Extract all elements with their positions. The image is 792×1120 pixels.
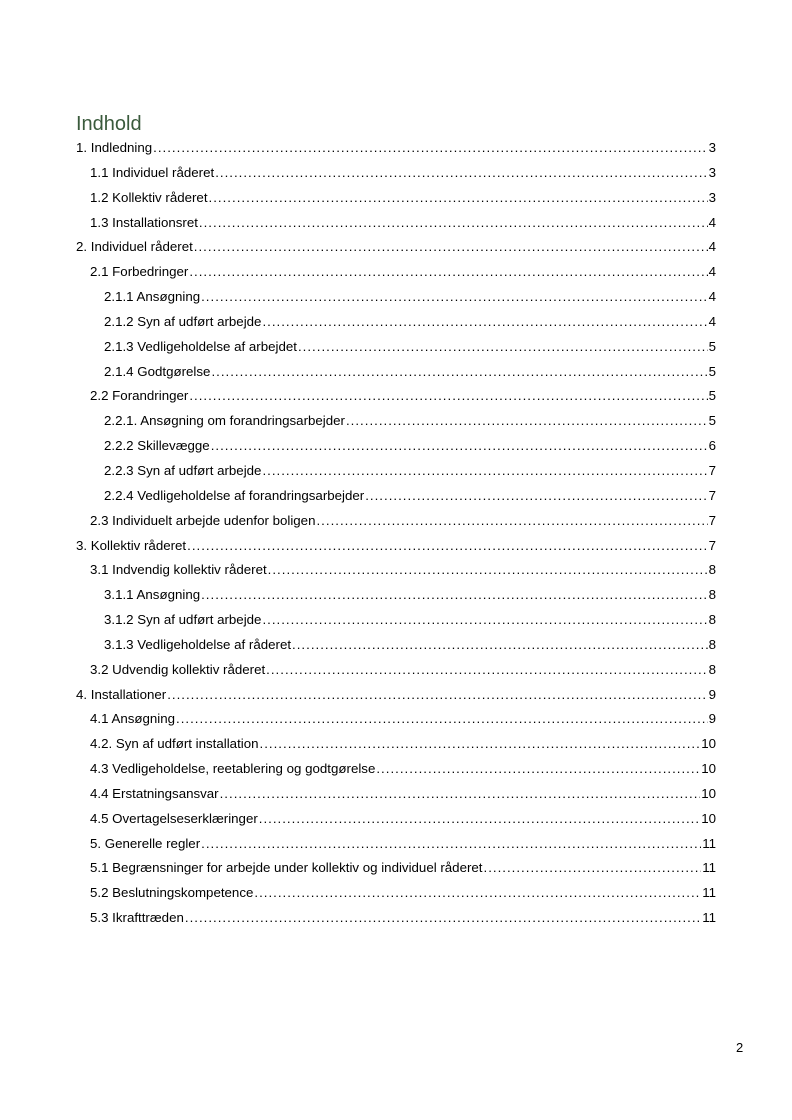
toc-entry-page-number: 11 — [702, 885, 716, 901]
dot-leader — [262, 609, 707, 631]
dot-leader — [211, 435, 708, 457]
toc-entry[interactable] — [76, 286, 716, 311]
toc-entry-page-number: 7 — [708, 462, 716, 478]
toc-entry-page-number: 10 — [701, 736, 716, 752]
toc-entry-label: 3.1.2 Syn af udført arbejde — [104, 612, 262, 628]
toc-entry-label: 3. Kollektiv råderet — [76, 537, 187, 553]
toc-entry-label: 2.1.4 Godtgørelse — [104, 363, 211, 379]
dot-leader — [484, 857, 702, 879]
toc-entry-page-number: 9 — [708, 686, 716, 702]
toc-entry-page-number: 10 — [701, 810, 716, 826]
toc-entry-page-number: 8 — [708, 587, 716, 603]
dot-leader — [262, 311, 707, 333]
dot-leader — [201, 833, 701, 855]
page-number: 2 — [736, 1040, 744, 1055]
toc-entry[interactable] — [76, 708, 716, 733]
toc-entry-label: 2.2.2 Skillevægge — [104, 438, 210, 454]
toc-entry-label: 4.2. Syn af udført installation — [90, 736, 259, 752]
toc-entry[interactable] — [76, 733, 716, 758]
toc-entry-page-number: 8 — [708, 636, 716, 652]
dot-leader — [376, 758, 700, 780]
toc-entry[interactable] — [76, 584, 716, 609]
toc-entry-page-number: 6 — [708, 438, 716, 454]
toc-entry[interactable] — [76, 187, 716, 212]
toc-entry-label: 2.1.3 Vedligeholdelse af arbejdet — [104, 338, 297, 354]
toc-entry-label: 4.1 Ansøgning — [90, 711, 176, 727]
toc-entry[interactable] — [76, 236, 716, 261]
toc-entry[interactable] — [76, 559, 716, 584]
dot-leader — [189, 261, 707, 283]
dot-leader — [298, 336, 708, 358]
toc-entry[interactable] — [76, 907, 716, 932]
toc-entry-page-number: 7 — [708, 487, 716, 503]
table-of-contents — [76, 137, 716, 932]
toc-entry-label: 2. Individuel råderet — [76, 239, 193, 255]
toc-entry-label: 3.1 Indvendig kollektiv råderet — [90, 562, 267, 578]
dot-leader — [201, 286, 707, 308]
dot-leader — [254, 882, 701, 904]
toc-entry-page-number: 11 — [702, 835, 716, 851]
toc-entry-page-number: 10 — [701, 761, 716, 777]
toc-entry-page-number: 4 — [708, 313, 716, 329]
toc-entry-page-number: 3 — [708, 140, 716, 155]
toc-entry[interactable] — [76, 137, 716, 162]
dot-leader — [201, 584, 707, 606]
toc-entry[interactable] — [76, 212, 716, 237]
toc-entry-label: 2.1.1 Ansøgning — [104, 289, 201, 305]
dot-leader — [316, 510, 707, 532]
dot-leader — [211, 361, 707, 383]
toc-entry-page-number: 4 — [708, 289, 716, 305]
toc-entry-page-number: 9 — [708, 711, 716, 727]
toc-entry-page-number: 5 — [708, 388, 716, 404]
toc-entry[interactable] — [76, 361, 716, 386]
dot-leader — [176, 708, 708, 730]
toc-entry-label: 4.3 Vedligeholdelse, reetablering og godtgørelse — [90, 761, 376, 777]
toc-entry[interactable] — [76, 609, 716, 634]
toc-entry-label: 2.2 Forandringer — [90, 388, 189, 404]
toc-entry[interactable] — [76, 336, 716, 361]
toc-entry-page-number: 4 — [708, 239, 716, 255]
toc-entry[interactable] — [76, 684, 716, 709]
toc-entry-label: 4. Installationer — [76, 686, 167, 702]
toc-entry[interactable] — [76, 311, 716, 336]
toc-entry[interactable] — [76, 659, 716, 684]
toc-entry[interactable] — [76, 460, 716, 485]
toc-entry[interactable] — [76, 510, 716, 535]
toc-entry-page-number: 4 — [708, 214, 716, 230]
toc-entry-page-number: 8 — [708, 661, 716, 677]
toc-entry[interactable] — [76, 758, 716, 783]
dot-leader — [194, 236, 708, 258]
toc-entry-label: 5. Generelle regler — [90, 835, 201, 851]
toc-entry-page-number: 8 — [708, 612, 716, 628]
toc-entry[interactable] — [76, 162, 716, 187]
dot-leader — [189, 385, 707, 407]
dot-leader — [262, 460, 707, 482]
toc-entry-label: 2.3 Individuelt arbejde udenfor boligen — [90, 512, 316, 528]
toc-entry-page-number: 11 — [702, 910, 716, 926]
dot-leader — [209, 187, 708, 209]
toc-entry-page-number: 10 — [701, 785, 716, 801]
toc-entry-label: 5.3 Ikrafttræden — [90, 910, 184, 926]
toc-entry-page-number: 3 — [708, 189, 716, 205]
toc-entry-label: 4.4 Erstatningsansvar — [90, 785, 219, 801]
toc-title: Indhold — [76, 113, 142, 135]
toc-entry[interactable] — [76, 833, 716, 858]
toc-entry-label: 1.2 Kollektiv råderet — [90, 189, 208, 205]
dot-leader — [346, 410, 708, 432]
toc-entry[interactable] — [76, 535, 716, 560]
toc-entry-label: 1. Indledning — [76, 140, 153, 155]
toc-entry-label: 5.2 Beslutningskompetence — [90, 885, 254, 901]
toc-entry-page-number: 11 — [702, 860, 716, 876]
toc-entry-page-number: 3 — [708, 164, 716, 180]
toc-entry-label: 3.1.1 Ansøgning — [104, 587, 201, 603]
toc-entry-page-number: 5 — [708, 363, 716, 379]
toc-entry[interactable] — [76, 410, 716, 435]
dot-leader — [220, 783, 701, 805]
toc-entry[interactable] — [76, 385, 716, 410]
toc-entry-label: 2.1 Forbedringer — [90, 264, 189, 280]
toc-entry-page-number: 5 — [708, 413, 716, 429]
toc-entry-label: 2.2.3 Syn af udført arbejde — [104, 462, 262, 478]
dot-leader — [199, 212, 708, 234]
toc-entry-label: 1.1 Individuel råderet — [90, 164, 215, 180]
toc-entry[interactable] — [76, 857, 716, 882]
toc-entry-page-number: 4 — [708, 264, 716, 280]
toc-entry[interactable] — [76, 485, 716, 510]
toc-entry-label: 4.5 Overtagelseserklæringer — [90, 810, 258, 826]
dot-leader — [259, 808, 700, 830]
dot-leader — [167, 684, 707, 706]
dot-leader — [185, 907, 701, 929]
dot-leader — [215, 162, 707, 184]
dot-leader — [153, 137, 707, 159]
toc-entry-label: 2.2.4 Vedligeholdelse af forandringsarbejder — [104, 487, 365, 503]
toc-entry[interactable] — [76, 783, 716, 808]
toc-entry-page-number: 5 — [708, 338, 716, 354]
dot-leader — [260, 733, 701, 755]
toc-entry[interactable] — [76, 882, 716, 907]
dot-leader — [365, 485, 707, 507]
toc-entry-page-number: 7 — [708, 537, 716, 553]
toc-entry-label: 2.1.2 Syn af udført arbejde — [104, 313, 262, 329]
toc-entry[interactable] — [76, 808, 716, 833]
toc-entry-label: 1.3 Installationsret — [90, 214, 198, 230]
dot-leader — [266, 659, 707, 681]
dot-leader — [268, 559, 708, 581]
toc-entry-page-number: 7 — [708, 512, 716, 528]
toc-entry-label: 3.2 Udvendig kollektiv råderet — [90, 661, 266, 677]
toc-entry[interactable] — [76, 435, 716, 460]
toc-entry-label: 3.1.3 Vedligeholdelse af råderet — [104, 636, 292, 652]
dot-leader — [187, 535, 707, 557]
toc-entry-label: 2.2.1. Ansøgning om forandringsarbejder — [104, 413, 345, 429]
toc-entry[interactable] — [76, 261, 716, 286]
toc-entry[interactable] — [76, 634, 716, 659]
toc-entry-page-number: 8 — [708, 562, 716, 578]
toc-entry-label: 5.1 Begrænsninger for arbejde under kollektiv og individuel råderet — [90, 860, 483, 876]
dot-leader — [292, 634, 708, 656]
